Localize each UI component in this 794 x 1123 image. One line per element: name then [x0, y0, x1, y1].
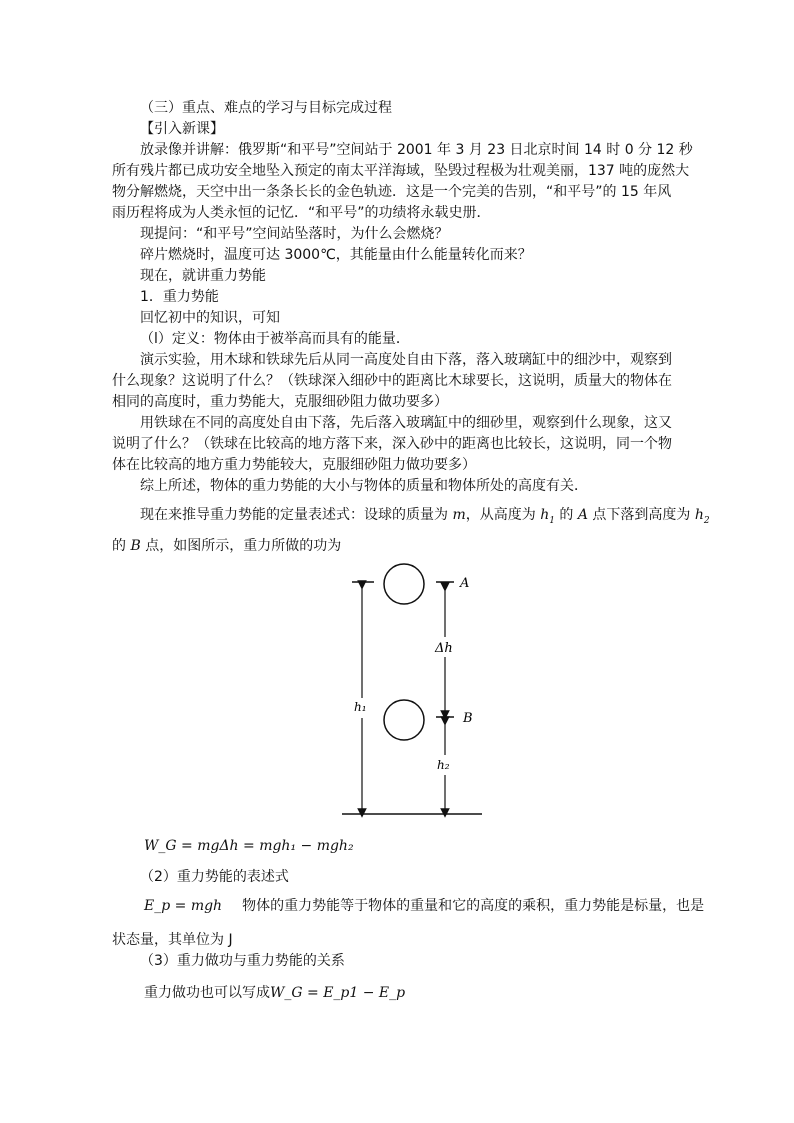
subheading: （2）重力势能的表述式	[140, 869, 289, 885]
var-m: m	[452, 507, 466, 523]
subsection-heading: 【引入新课】	[140, 121, 224, 137]
point-a: A	[577, 507, 588, 523]
paragraph-line: 物分解燃烧，天空中出一条条长长的金色轨迹．这是一个完美的告别，“和平号”的 15 年风	[112, 184, 672, 200]
paragraph-line: 雨历程将成为人类永恒的记忆．“和平号”的功绩将永载史册．	[112, 205, 491, 221]
falling-ball-diagram	[330, 555, 500, 820]
var-h1: $h_1$	[540, 507, 555, 526]
ball-a	[384, 564, 424, 604]
paragraph-line: 什么现象？这说明了什么？（铁球深入细砂中的距离比木球要长，这说明，质量大的物体在	[112, 373, 672, 389]
potential-energy-formula: E_p = mgh	[144, 898, 223, 914]
subheading: （3）重力做功与重力势能的关系	[140, 953, 345, 969]
paragraph-line: 相同的高度时，重力势能大，克服细砂阻力做功要多）	[112, 394, 448, 410]
var-h2: $h_2$	[694, 507, 710, 526]
paragraph-line: 用铁球在不同的高度处自由下落，先后落入玻璃缸中的细砂里，观察到什么现象，这又	[140, 415, 672, 431]
paragraph-line: 重力做功也可以写成W_G = E_p1 − E_p	[144, 985, 406, 1001]
paragraph-line: 现在来推导重力势能的定量表述式：设球的质量为 m，从高度为 $h_1$ 的 A 点下落到高度为 $h_2$	[140, 507, 710, 526]
paragraph-line: 碎片燃烧时，温度可达 3000℃，其能量由什么能量转化而来？	[140, 247, 532, 263]
paragraph-line: 的 B 点，如图所示，重力所做的功为	[112, 538, 342, 554]
paragraph-line: 现在，就讲重力势能	[140, 268, 266, 284]
paragraph-line: 演示实验，用木球和铁球先后从同一高度处自由下落，落入玻璃缸中的细沙中，观察到	[140, 352, 672, 368]
label-dh: Δh	[435, 641, 453, 656]
label-a: A	[460, 576, 470, 591]
paragraph-line: 现提问：“和平号”空间站坠落时，为什么会燃烧？	[140, 226, 449, 242]
paragraph-line: E_p = mgh 物体的重力势能等于物体的重量和它的高度的乘积，重力势能是标量，也是	[144, 898, 705, 914]
ball-b	[384, 700, 424, 740]
work-formula: W_G = mgΔh = mgh₁ − mgh₂	[144, 838, 354, 854]
numbered-heading: 1．重力势能	[140, 289, 219, 305]
paragraph-line: 体在比较高的地方重力势能较大，克服细砂阻力做功要多）	[112, 457, 476, 473]
definition-line: （l）定义：物体由于被举高而具有的能量．	[140, 331, 410, 347]
point-b: B	[130, 538, 141, 554]
paragraph-line: 所有残片都已成功安全地坠入预定的南太平洋海域，坠毁过程极为壮观美丽，137 吨的庞然大	[112, 163, 690, 179]
label-h2: h₂	[437, 758, 450, 772]
work-energy-formula: W_G = E_p1 − E_p	[270, 985, 406, 1001]
label-b: B	[463, 711, 473, 726]
paragraph-line: 综上所述，物体的重力势能的大小与物体的质量和物体所处的高度有关．	[140, 478, 588, 494]
paragraph-line: 回忆初中的知识，可知	[140, 310, 280, 326]
label-h1: h₁	[354, 700, 367, 714]
paragraph-line: 放录像并讲解：俄罗斯“和平号”空间站于 2001 年 3 月 23 日北京时间 14 时 0 分 12 秒	[140, 142, 693, 158]
paragraph-line: 状态量，其单位为 J	[112, 932, 233, 948]
paragraph-line: 说明了什么？（铁球在比较高的地方落下来，深入砂中的距离也比较长，这说明，同一个物	[112, 436, 672, 452]
section-heading: （三）重点、难点的学习与目标完成过程	[140, 100, 392, 116]
